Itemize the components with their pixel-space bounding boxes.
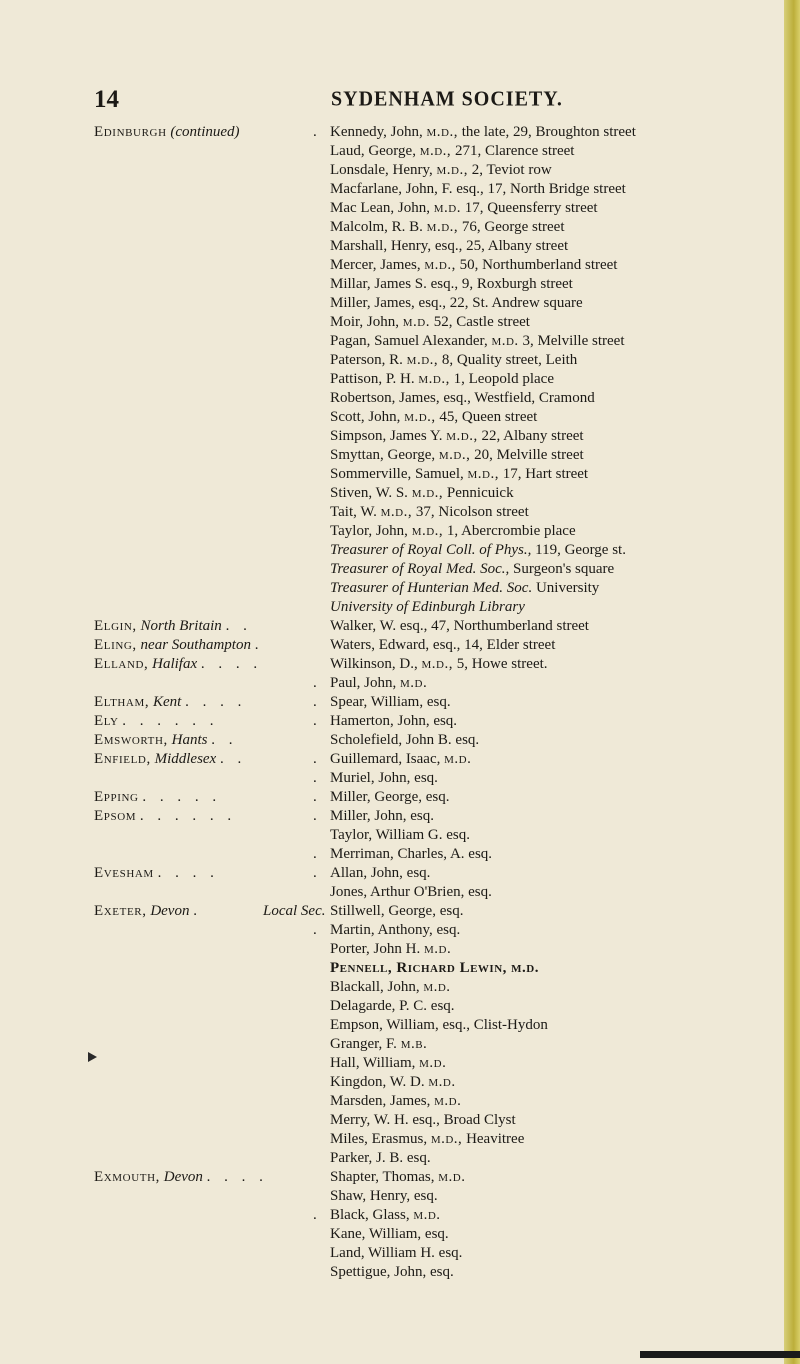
leader-dot: .: [313, 675, 317, 691]
member-entry: Marsden, James, m.d.: [330, 1093, 462, 1109]
place-heading: Eling, near Southampton .: [94, 637, 264, 653]
leader-dot: .: [313, 713, 317, 729]
member-entry: Hall, William, m.d.: [330, 1055, 447, 1071]
place-heading: Emsworth, Hants . .: [94, 732, 238, 748]
member-entry: Delagarde, P. C. esq.: [330, 998, 455, 1014]
bottom-rule: [640, 1351, 800, 1358]
place-heading: Exmouth, Devon . . . .: [94, 1169, 268, 1185]
member-entry: Paul, John, m.d.: [330, 675, 428, 691]
member-entry: Paterson, R. m.d., 8, Quality street, Leith: [330, 352, 578, 368]
member-entry: Moir, John, m.d. 52, Castle street: [330, 314, 530, 330]
member-entry: Pagan, Samuel Alexander, m.d. 3, Melville street: [330, 333, 625, 349]
member-entry: Granger, F. m.b.: [330, 1036, 428, 1052]
member-entry: Malcolm, R. B. m.d., 76, George street: [330, 219, 565, 235]
margin-mark: [88, 1052, 97, 1062]
leader-dot: .: [313, 124, 317, 140]
member-entry: Marshall, Henry, esq., 25, Albany street: [330, 238, 569, 254]
member-entry: Scott, John, m.d., 45, Queen street: [330, 409, 538, 425]
member-entry: Taylor, John, m.d., 1, Abercrombie place: [330, 523, 576, 539]
place-heading: Epsom . . . . . .: [94, 808, 237, 824]
member-entry: Taylor, William G. esq.: [330, 827, 470, 843]
member-entry: Merry, W. H. esq., Broad Clyst: [330, 1112, 516, 1128]
member-entry: Millar, James S. esq., 9, Roxburgh street: [330, 276, 573, 292]
page-edge: [784, 0, 800, 1364]
member-entry: Tait, W. m.d., 37, Nicolson street: [330, 504, 529, 520]
member-entry: Waters, Edward, esq., 14, Elder street: [330, 637, 556, 653]
member-entry: Stiven, W. S. m.d., Pennicuick: [330, 485, 514, 501]
member-entry: Pattison, P. H. m.d., 1, Leopold place: [330, 371, 554, 387]
page-number: 14: [94, 86, 119, 113]
place-heading: Evesham . . . .: [94, 865, 219, 881]
place-heading: Epping . . . . .: [94, 789, 222, 805]
member-entry: Spear, William, esq.: [330, 694, 451, 710]
member-entry: Kingdon, W. D. m.d.: [330, 1074, 456, 1090]
member-entry: Treasurer of Hunterian Med. Soc. University: [330, 580, 600, 596]
member-entry: Black, Glass, m.d.: [330, 1207, 441, 1223]
member-entry: Robertson, James, esq., Westfield, Cramond: [330, 390, 595, 406]
member-entry: Merriman, Charles, A. esq.: [330, 846, 493, 862]
leader-dot: .: [313, 922, 317, 938]
local-secretary-label: Local Sec.: [263, 903, 326, 919]
leader-dot: .: [313, 846, 317, 862]
place-heading: Ely . . . . . .: [94, 713, 219, 729]
member-entry: Jones, Arthur O'Brien, esq.: [330, 884, 492, 900]
leader-dot: .: [313, 1207, 317, 1223]
member-entry: Treasurer of Royal Coll. of Phys., 119, George st.: [330, 542, 626, 558]
leader-dot: .: [313, 751, 317, 767]
member-entry: Shaw, Henry, esq.: [330, 1188, 438, 1204]
leader-dot: .: [313, 865, 317, 881]
leader-dot: .: [313, 808, 317, 824]
member-entry: Spettigue, John, esq.: [330, 1264, 454, 1280]
member-entry: Smyttan, George, m.d., 20, Melville street: [330, 447, 584, 463]
place-heading: Exeter, Devon .: [94, 903, 202, 919]
place-heading: Elgin, North Britain . .: [94, 618, 252, 634]
member-entry: Miller, John, esq.: [330, 808, 434, 824]
leader-dot: .: [313, 789, 317, 805]
place-heading: Eltham, Kent . . . .: [94, 694, 247, 710]
member-entry: Wilkinson, D., m.d., 5, Howe street.: [330, 656, 548, 672]
member-entry: Macfarlane, John, F. esq., 17, North Bridge street: [330, 181, 626, 197]
member-entry: Kane, William, esq.: [330, 1226, 449, 1242]
member-entry: Mac Lean, John, m.d. 17, Queensferry street: [330, 200, 598, 216]
member-entry: Shapter, Thomas, m.d.: [330, 1169, 466, 1185]
member-entry: Land, William H. esq.: [330, 1245, 463, 1261]
page-header: [0, 86, 784, 116]
member-entry: Sommerville, Samuel, m.d., 17, Hart street: [330, 466, 589, 482]
member-entry: Treasurer of Royal Med. Soc., Surgeon's square: [330, 561, 615, 577]
member-entry: Scholefield, John B. esq.: [330, 732, 480, 748]
member-entry: Miller, George, esq.: [330, 789, 450, 805]
leader-dot: .: [313, 694, 317, 710]
member-entry: Laud, George, m.d., 271, Clarence street: [330, 143, 575, 159]
place-heading: Edinburgh (continued): [94, 124, 240, 140]
member-entry: Kennedy, John, m.d., the late, 29, Broughton street: [330, 124, 636, 140]
member-entry: Hamerton, John, esq.: [330, 713, 458, 729]
member-entry: Walker, W. esq., 47, Northumberland street: [330, 618, 589, 634]
place-heading: Elland, Halifax . . . .: [94, 656, 263, 672]
member-entry: University of Edinburgh Library: [330, 599, 525, 615]
member-entry: Mercer, James, m.d., 50, Northumberland street: [330, 257, 618, 273]
member-entry: Empson, William, esq., Clist-Hydon: [330, 1017, 548, 1033]
member-entry: Stillwell, George, esq.: [330, 903, 464, 919]
member-entry: Parker, J. B. esq.: [330, 1150, 431, 1166]
member-entry: Lonsdale, Henry, m.d., 2, Teviot row: [330, 162, 552, 178]
running-title: SYDENHAM SOCIETY.: [331, 87, 563, 111]
member-entry: Muriel, John, esq.: [330, 770, 438, 786]
member-entry: Allan, John, esq.: [330, 865, 431, 881]
leader-dot: .: [313, 770, 317, 786]
member-entry: Miller, James, esq., 22, St. Andrew square: [330, 295, 583, 311]
member-entry: Guillemard, Isaac, m.d.: [330, 751, 472, 767]
member-entry: Simpson, James Y. m.d., 22, Albany street: [330, 428, 584, 444]
member-entry: Martin, Anthony, esq.: [330, 922, 461, 938]
member-entry: Blackall, John, m.d.: [330, 979, 451, 995]
member-entry: Pennell, Richard Lewin, m.d.: [330, 960, 539, 976]
place-heading: Enfield, Middlesex . .: [94, 751, 247, 767]
member-entry: Porter, John H. m.d.: [330, 941, 452, 957]
member-entry: Miles, Erasmus, m.d., Heavitree: [330, 1131, 525, 1147]
